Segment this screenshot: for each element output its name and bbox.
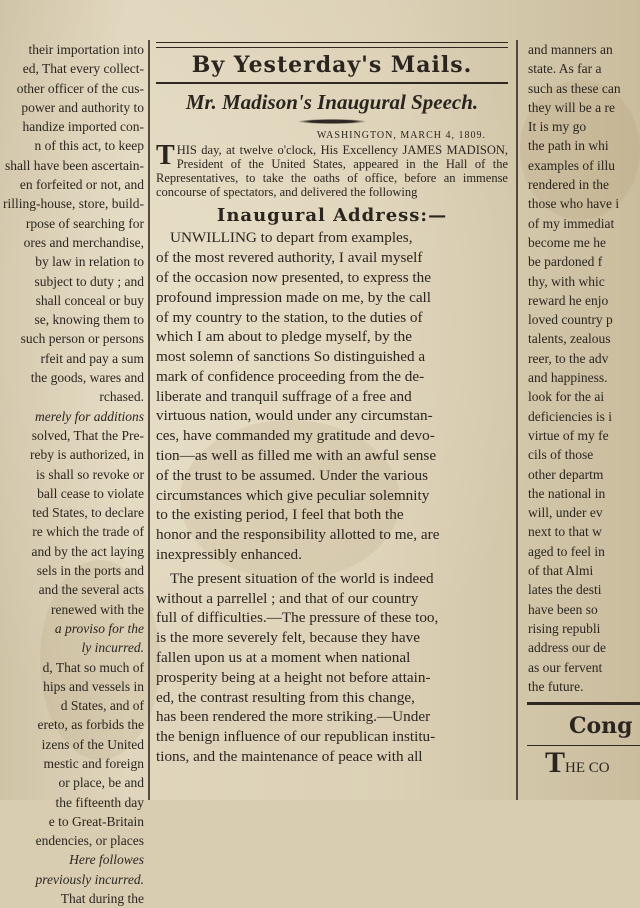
text-line: virtuous nation, would under any circumstan- [156,407,433,425]
left-column-line: a proviso for the [54,620,144,636]
right-column-line: and manners an [528,42,613,57]
text-line: prosperity being at a height not before attain- [156,668,431,686]
text-line: ces, have commanded my gratitude and devo- [156,427,435,445]
right-column-line: talents, zealous [528,331,611,347]
left-column-line: rilling-house, store, build- [3,196,144,212]
main-column [150,40,515,800]
right-column-line: the national in [528,485,606,501]
intro-text: HIS day, at twelve o'clock, His Excellency JAMES MADISON, President of the United States, appeared in the Hall of the Representatives, to take the oaths of office, before an immense concourse of spectators, and delivered the following [156,142,508,200]
text-line: of my country to the station, to the duties of [156,308,423,326]
right-column-line: thy, with whic [528,273,605,289]
right-drop-cap: T [545,746,566,779]
text-line: the benign influence of our republican institu- [156,728,436,746]
right-column-line: become me he [528,234,606,250]
left-column-line: endencies, or places [35,833,144,849]
left-column-line: sels in the ports and [36,563,144,579]
right-heading-block [527,700,640,780]
right-column-line: the future. [528,678,584,694]
right-column-line: rendered in the [528,177,609,193]
text-line: of the trust to be assumed. Under the various [156,466,429,484]
left-column [0,40,148,907]
dateline: WASHINGTON, MARCH 4, 1809. [316,129,486,141]
right-column-line: be pardoned f [528,254,603,270]
left-column-line: renewed with the [51,601,144,617]
right-column-line: the path in whi [528,138,609,154]
right-column-line: aged to feel in [528,543,605,559]
left-column-line: their importation into [28,42,144,57]
text-line: has been rendered the more striking.—Under [156,708,431,726]
right-column-line: and happiness. [528,370,608,386]
text-line: full of difficulties.—The pressure of these too, [156,609,439,627]
right-column-line: examples of illu [528,157,615,173]
right-lead-text: HE CO [565,760,610,776]
left-column-line: the fifteenth day [55,794,144,810]
right-column-line: reer, to the adv [528,350,609,366]
text-line: tions, and the maintenance of peace with all [156,748,423,766]
right-column-line: loved country p [528,312,613,328]
text-line: circumstances which give peculiar solemnity [156,486,430,504]
intro-paragraph [156,139,508,200]
right-column-line: have been so [528,601,598,617]
right-column-line: of my immediat [528,215,615,231]
left-column-line: ly incurred. [81,640,144,656]
right-column-line: deficiencies is i [528,408,612,424]
text-line: ed, the contrast resulting from this change, [156,688,415,706]
text-line: of the most revered authority, I avail myself [156,249,423,267]
right-column-line: address our de [528,640,606,656]
text-line: fallen upon us at a moment when national [156,649,411,667]
article [156,42,508,767]
section-title: By Yesterday's Mails. [191,52,473,78]
ornament-rule [297,119,367,124]
speech-title: Mr. Madison's Inaugural Speech. [185,89,479,114]
left-column-line: by law in relation to [35,254,144,270]
text-line: most solemn of sanctions So distinguished a [156,348,426,366]
left-column-line: n of this act, to keep [34,138,144,154]
left-column-line: handize imported con- [22,119,144,135]
paragraph-1 [156,228,508,565]
right-column-line: virtue of my fe [528,427,609,443]
right-column-line: It is my go [528,119,587,135]
left-column-line: mestic and foreign [43,755,144,771]
text-line: The present situation of the world is indeed [170,569,434,587]
left-column-line: ereto, as forbids the [37,717,144,733]
left-column-line: other officer of the cus- [16,80,144,96]
left-column-line: the goods, wares and [30,370,144,386]
left-column-line: d, That so much of [42,659,144,675]
left-column-line: ed, That every collect- [22,61,144,77]
left-column-line: en forfeited or not, and [19,177,144,193]
left-column-line: shall have been ascertain- [4,157,144,173]
right-column-line: reward he enjo [528,292,609,308]
heading-rule [527,702,640,705]
right-column-line: of that Almi [528,563,594,579]
left-column-line: d States, and of [60,698,144,714]
text-line: without a parrellel ; and that of our country [156,589,419,607]
left-column-line: izens of the United [41,736,144,752]
left-column-line: subject to duty ; and [34,273,144,289]
left-column-line: That during the [60,891,144,907]
right-column-line: such as these can [528,80,621,96]
text-line: inexpressibly enhanced. [156,546,302,564]
right-heading-title: Cong [569,713,633,739]
left-column-line: and by the act laying [31,543,144,559]
text-line: profound impression made on me, by the call [156,288,431,306]
left-column-line: power and authority to [21,99,144,115]
text-line: which I am about to pledge myself, by the [156,328,413,346]
left-column-line: hips and vessels in [43,678,144,694]
right-column-line: other departm [528,466,604,482]
left-column-line: re which the trade of [32,524,144,540]
address-title: Inaugural Address:— [216,205,448,227]
column-rule [516,40,518,800]
left-column-line: rfeit and pay a sum [40,350,144,366]
right-column-line: state. As far a [528,61,602,77]
text-line: to the existing period, I feel that both the [156,506,404,524]
text-line: tion—as well as filled me with an awful sense [156,447,437,465]
left-column-line: rpose of searching for [25,215,144,231]
left-column-line: ted States, to declare [32,505,144,521]
left-column-line: e to Great-Britain [48,813,144,829]
right-column-line: lates the desti [528,582,602,598]
right-column-line: next to that w [528,524,602,540]
right-column-line: rising republi [528,620,601,636]
left-column-line: and the several acts [38,582,144,598]
left-column-line: rchased. [99,389,144,405]
right-column-line: those who have i [528,196,620,212]
left-column-line: such person or persons [20,331,144,347]
text-line: is the more severely felt, because they have [156,629,420,647]
left-column-line: is shall so revoke or [36,466,144,482]
right-heading-lead [527,746,640,780]
text-line: of the occasion now presented, to express the [156,268,431,286]
left-column-line: Here followes [69,852,144,868]
right-column [522,40,640,800]
left-column-line: ores and merchandise, [23,234,144,250]
left-column-line: se, knowing them to [34,312,144,328]
right-column-line: they will be a re [528,99,615,115]
drop-cap: T [156,139,175,171]
right-column-line: cils of those [528,447,594,463]
left-column-line: shall conceal or buy [35,292,144,308]
paragraph-2 [156,569,508,767]
right-column-line: will, under ev [528,505,603,521]
left-column-line: or place, be and [58,775,144,791]
text-line: mark of confidence proceeding from the de- [156,367,425,385]
left-column-line: solved, That the Pre- [31,427,144,443]
right-column-line: look for the ai [528,389,605,405]
text-line: liberate and tranquil suffrage of a free and [156,387,412,405]
text-line: honor and the responsibility allotted to me, are [156,526,440,544]
left-column-line: merely for additions [35,408,144,424]
left-column-line: reby is authorized, in [30,447,144,463]
left-column-line: previously incurred. [35,871,144,887]
text-line: UNWILLING to depart from examples, [170,229,413,247]
left-column-line: ball cease to violate [37,485,144,501]
right-column-line: as our fervent [528,659,603,675]
